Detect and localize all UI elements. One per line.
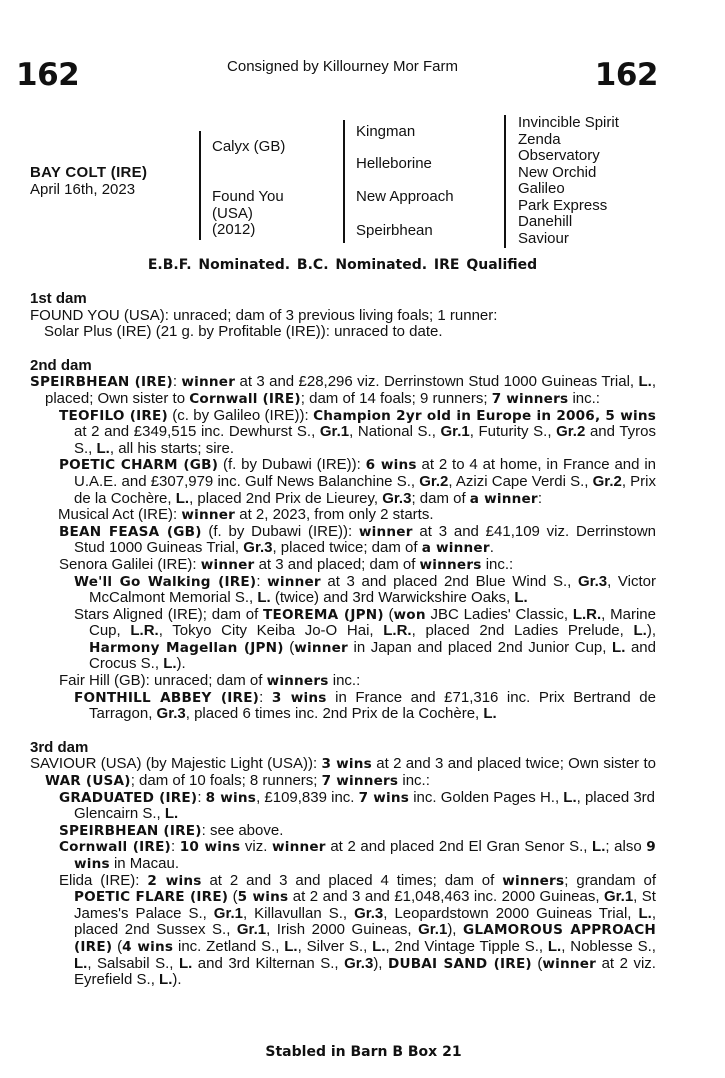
produce-entry: POETIC CHARM (GB) (f. by Dubawi (IRE)): 6 wins at 2 to 4 at home, in France and in U.A.E. and £307,979 inc. Gulf News Balanchine S., Gr.2, Azizi Cape Verdi S., Gr.2, Prix de la Cochère, L., placed 2nd Prix de Lieurey, Gr.3; dam of a winner:: [59, 456, 656, 507]
third-dam-entry: SAVIOUR (USA) (by Majestic Light (USA)): 3 wins at 2 and 3 and placed twice; Own sister to WAR (USA); dam of 10 foals; 8 runners; 7 winners inc.:: [30, 755, 656, 790]
nominations: E.B.F. Nominated. B.C. Nominated. IRE Qualified: [147, 257, 538, 273]
produce-entry: TEOFILO (IRE) (c. by Galileo (IRE)): Champion 2yr old in Europe in 2006, 5 wins at 2 and £349,515 inc. Dewhurst S., Gr.1, National S., Gr.1, Futurity S., Gr.2 and Tyros S., L., all his starts; sire.: [59, 406, 657, 457]
pedigree-bracket: [343, 120, 345, 243]
lot-number: 162: [594, 57, 658, 93]
pedigree-sire-dam: Helleborine: [356, 155, 432, 172]
produce-entry: We'll Go Walking (IRE): winner at 3 and placed 2nd Blue Wind S., Gr.3, Victor McCalmont Memorial S., L. (twice) and 3rd Warwickshire Oaks, L.: [74, 572, 656, 607]
produce-entry: Fair Hill (GB): unraced; dam of winners inc.:: [59, 672, 361, 690]
pedigree-sire-sire: Kingman: [356, 123, 416, 140]
produce-entry: SPEIRBHEAN (IRE): see above.: [59, 821, 284, 839]
catalogue-body: [30, 291, 656, 989]
pedigree-dam: Found You (USA) (2012): [212, 188, 284, 238]
pedigree-bracket: [199, 131, 201, 240]
foaling-date: April 16th, 2023: [30, 181, 136, 198]
produce-entry: Senora Galilei (IRE): winner at 3 and placed; dam of winners inc.:: [59, 555, 514, 573]
produce-entry: Stars Aligned (IRE); dam of TEOREMA (JPN) (won JBC Ladies' Classic, L.R., Marine Cup, L.R., Tokyo City Keiba Jo-O Hai, L.R., placed 2nd Ladies Prelude, L.), Harmony Magellan (JPN) (winner in Japan and placed 2nd Junior Cup, L. and Crocus S., L.).: [74, 605, 656, 673]
produce-entry: Musical Act (IRE): winner at 2, 2023, from only 2 starts.: [58, 506, 434, 524]
pedigree-bracket: [504, 115, 506, 248]
section-heading: 1st dam: [30, 290, 87, 307]
produce-entry: BEAN FEASA (GB) (f. by Dubawi (IRE)): winner at 3 and £41,109 viz. Derrinstown Stud 1000 Guineas Trial, Gr.3, placed twice; dam of a winner.: [59, 522, 656, 557]
consignor: Consigned by Killourney Mor Farm: [227, 58, 458, 75]
produce-entry: Cornwall (IRE): 10 wins viz. winner at 2 and placed 2nd El Gran Senor S., L.; also 9 wins in Macau.: [59, 838, 656, 872]
lot-number: 162: [16, 57, 80, 93]
section-heading: 2nd dam: [30, 356, 92, 374]
produce-entry: FONTHILL ABBEY (IRE): 3 wins in France and £71,316 inc. Prix Bertrand de Tarragon, Gr.3, placed 6 times inc. 2nd Prix de la Cochère, L.: [74, 688, 656, 723]
pedigree-dam-dam: Speirbhean: [356, 222, 433, 239]
produce-entry: GRADUATED (IRE): 8 wins, £109,839 inc. 7 wins inc. Golden Pages H., L., placed 3rd Glencairn S., L.: [59, 788, 656, 823]
section-heading: 3rd dam: [30, 738, 89, 756]
produce-entry: Solar Plus (IRE) (21 g. by Profitable (IRE)): unraced to date.: [44, 323, 443, 341]
pedigree-sire: Calyx (GB): [212, 138, 286, 155]
horse-description: BAY COLT (IRE): [30, 164, 148, 181]
pedigree-third-generation: Invincible Spirit Zenda Observatory New Orchid Galileo Park Express Danehill Saviour: [518, 114, 619, 247]
first-dam-entry: FOUND YOU (USA): unraced; dam of 3 previous living foals; 1 runner:: [30, 306, 498, 324]
produce-entry: Elida (IRE): 2 wins at 2 and 3 and placed 4 times; dam of winners; grandam of POETIC FLARE (IRE) (5 wins at 2 and 3 and £1,048,463 inc. 2000 Guineas, Gr.1, St James's Palace S., Gr.1, Killavullan S., Gr.3, Leopardstown 2000 Guineas Trial, L., placed 2nd Sussex S., Gr.1, Irish 2000 Guineas, Gr.1), GLAMOROUS APPROACH (IRE) (4 wins inc. Zetland S., L., Silver S., L., 2nd Vintage Tipple S., L., Noblesse S., L., Salsabil S., L. and 3rd Kilternan S., Gr.3), DUBAI SAND (IRE) (winner at 2 viz. Eyrefield S., L.).: [59, 871, 657, 989]
second-dam-entry: SPEIRBHEAN (IRE): winner at 3 and £28,296 viz. Derrinstown Stud 1000 Guineas Trial, L., placed; Own sister to Cornwall (IRE); dam of 14 foals; 9 runners; 7 winners inc.:: [30, 373, 656, 407]
pedigree-dam-sire: New Approach: [356, 188, 454, 205]
stabling-info: Stabled in Barn B Box 21: [265, 1044, 462, 1060]
